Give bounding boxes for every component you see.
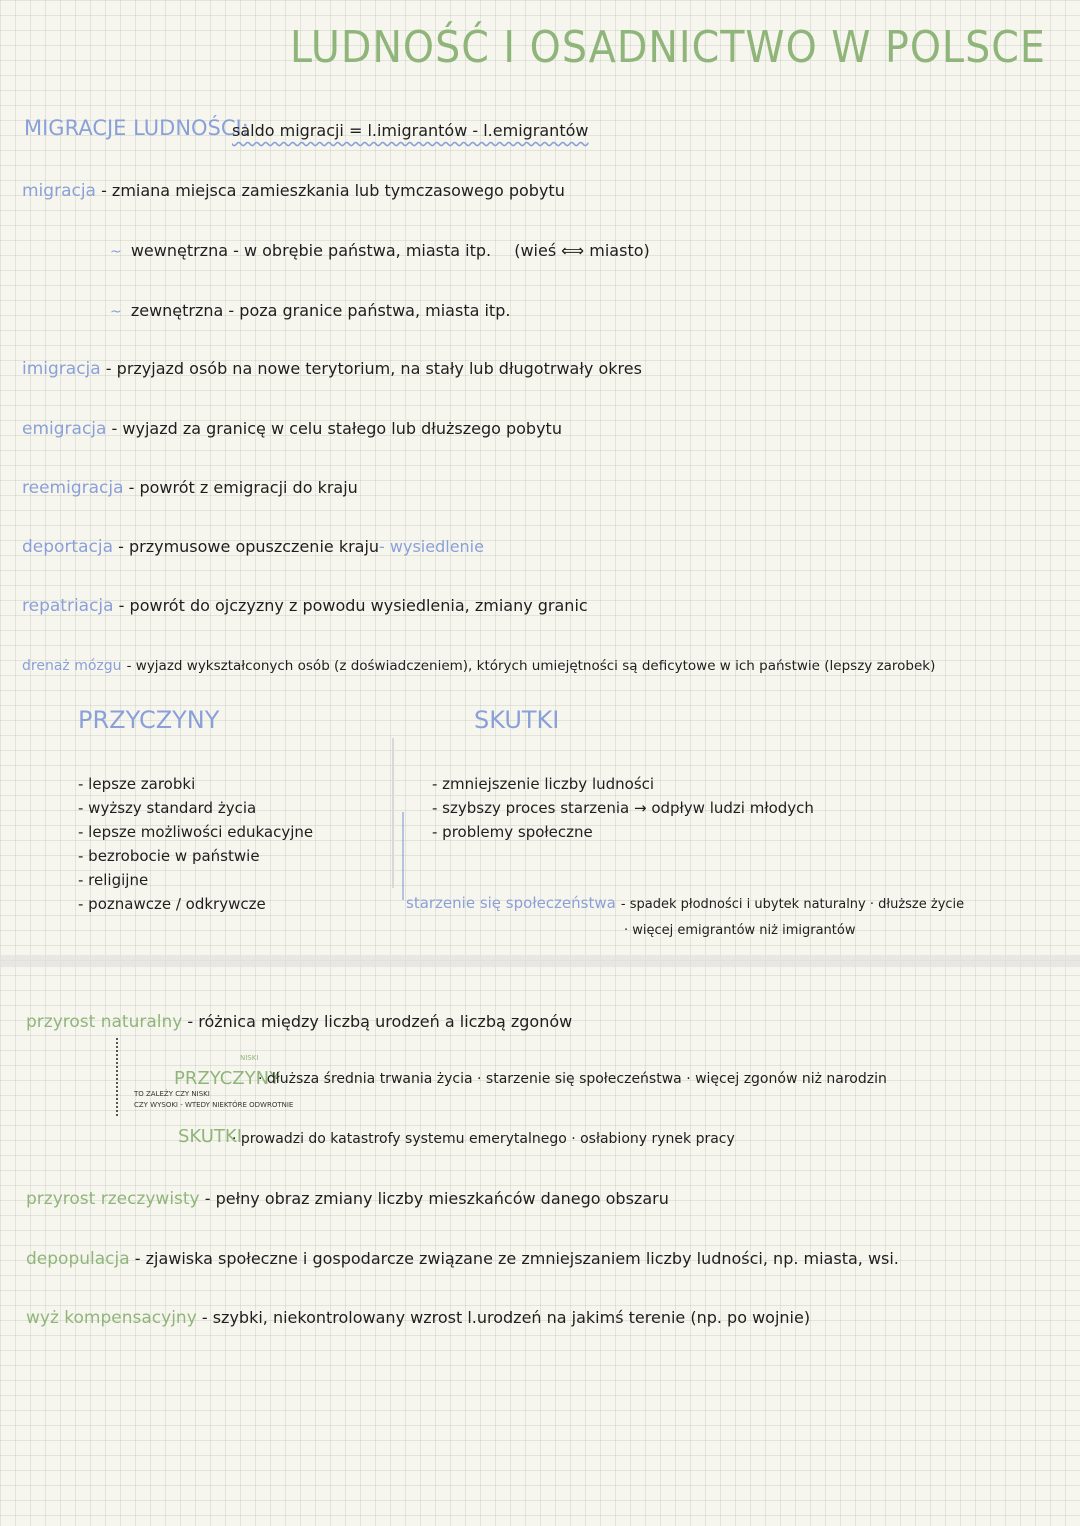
term-przyrost-rzeczywisty: przyrost rzeczywisty [26,1189,200,1209]
causes-small-label: NISKI [240,1054,259,1062]
page-title: LUDNOŚĆ I OSADNICTWO W POLSCE [290,22,1046,73]
cause-item: - bezrobocie w państwie [78,847,260,865]
aging-society [406,893,964,912]
definition-deportacja [22,537,484,557]
cause-item: - lepsze zarobki [78,775,196,793]
przyrost-effects-label: SKUTKI [178,1126,243,1147]
aging-term: starzenie się społeczeństwa [406,894,616,912]
causes-heading: PRZYCZYNY [78,706,220,734]
effect-item: - szybszy proces starzenia → odpływ ludzi młodych [432,799,814,817]
text-deportacja: - przymusowe opuszczenie kraju [118,537,380,556]
term-repatriacja: repatriacja [22,596,114,616]
internal-text: wewnętrzna - w obrębie państwa, miasta itp. [130,241,492,260]
tilde-icon: ~ [110,304,122,320]
term-przyrost-naturalny: przyrost naturalny [26,1012,183,1032]
migracja-external [110,301,510,320]
text-przyrost-rzeczywisty: - pełny obraz zmiany liczby mieszkańców danego obszaru [204,1189,669,1208]
column-divider [392,738,402,888]
przyrost-effects-text: · prowadzi do katastrofy systemu emerytalnego · osłabiony rynek pracy [232,1131,735,1147]
text-repatriacja: - powrót do ojczyzny z powodu wysiedlenia, zmiany granic [118,596,588,615]
term-wyz-kompensacyjny: wyż kompensacyjny [26,1308,197,1328]
definition-migracja [22,181,565,201]
definition-emigracja [22,419,562,439]
term-reemigracja: reemigracja [22,478,124,498]
term-depopulacja: depopulacja [26,1249,130,1269]
definition-reemigracja [22,478,358,498]
definition-imigracja [22,359,642,379]
text-drenaz-mozgu: - wyjazd wykształconych osób (z doświadczeniem), których umiejętności są deficytowe w ich państwie (lepszy zarobek) [126,658,936,674]
term-emigracja: emigracja [22,419,107,439]
przyrost-causes-text: · dłuższa średnia trwania życia · starzenie się społeczeństwa · więcej zgonów niż narodzin [258,1071,887,1087]
definition-przyrost-rzeczywisty [26,1189,669,1209]
text-depopulacja: - zjawiska społeczne i gospodarcze związane ze zmniejszaniem liczby ludności, np. miasta, wsi. [134,1249,899,1268]
term-drenaz-mozgu: drenaż mózgu [22,658,122,674]
term-imigracja: imigracja [22,359,101,379]
text-wyz-kompensacyjny: - szybki, niekontrolowany wzrost l.urodzeń na jakimś terenie (np. po wojnie) [201,1308,811,1327]
external-text: zewnętrzna - poza granice państwa, miasta itp. [130,301,511,320]
migration-balance-formula: saldo migracji = l.imigrantów - l.emigrantów [232,121,589,140]
cause-item: - religijne [78,871,149,889]
effects-list [432,775,814,847]
definition-przyrost-naturalny [26,1012,572,1032]
text-migracja: - zmiana miejsca zamieszkania lub tymczasowego pobytu [101,181,565,200]
tilde-icon: ~ [110,244,122,260]
effects-heading: SKUTKI [474,706,560,734]
effect-item: - zmniejszenie liczby ludności [432,775,655,793]
effect-item: - problemy społeczne [432,823,593,841]
przyrost-causes-label: PRZYCZYNY [174,1068,281,1089]
section-divider [0,955,1080,967]
definition-wyz-kompensacyjny [26,1308,810,1328]
dotted-connector [116,1038,118,1116]
definition-drenaz-mozgu [22,655,935,674]
term-migracja: migracja [22,181,96,201]
text-emigracja: - wyjazd za granicę w celu stałego lub dłuższego pobytu [111,419,562,438]
definition-depopulacja [26,1249,899,1269]
extra-deportacja: - wysiedlenie [379,537,484,556]
cause-item: - wyższy standard życia [78,799,257,817]
text-reemigracja: - powrót z emigracji do kraju [128,478,358,497]
aging-line-2: · więcej emigrantów niż imigrantów [624,923,856,938]
term-deportacja: deportacja [22,537,114,557]
text-imigracja: - przyjazd osób na nowe terytorium, na stały lub długotrwały okres [105,359,642,378]
aging-line-1: - spadek płodności i ubytek naturalny · dłuższe życie [620,897,965,912]
internal-note: (wieś ⟺ miasto) [514,241,650,260]
cause-item: - poznawcze / odkrywcze [78,895,266,913]
causes-note-2: CZY WYSOKI - WTEDY NIEKTÓRE ODWROTNIE [134,1101,294,1109]
effects-bracket [402,812,404,900]
cause-item: - lepsze możliwości edukacyjne [78,823,314,841]
section-heading-migrations: MIGRACJE LUDNOŚCI: [24,116,249,140]
text-przyrost-naturalny: - różnica między liczbą urodzeń a liczbą zgonów [187,1012,573,1031]
causes-note-1: TO ZALEŻY CZY NISKI [134,1090,210,1098]
definition-repatriacja [22,596,588,616]
migracja-internal [110,241,650,260]
causes-list [78,775,313,919]
